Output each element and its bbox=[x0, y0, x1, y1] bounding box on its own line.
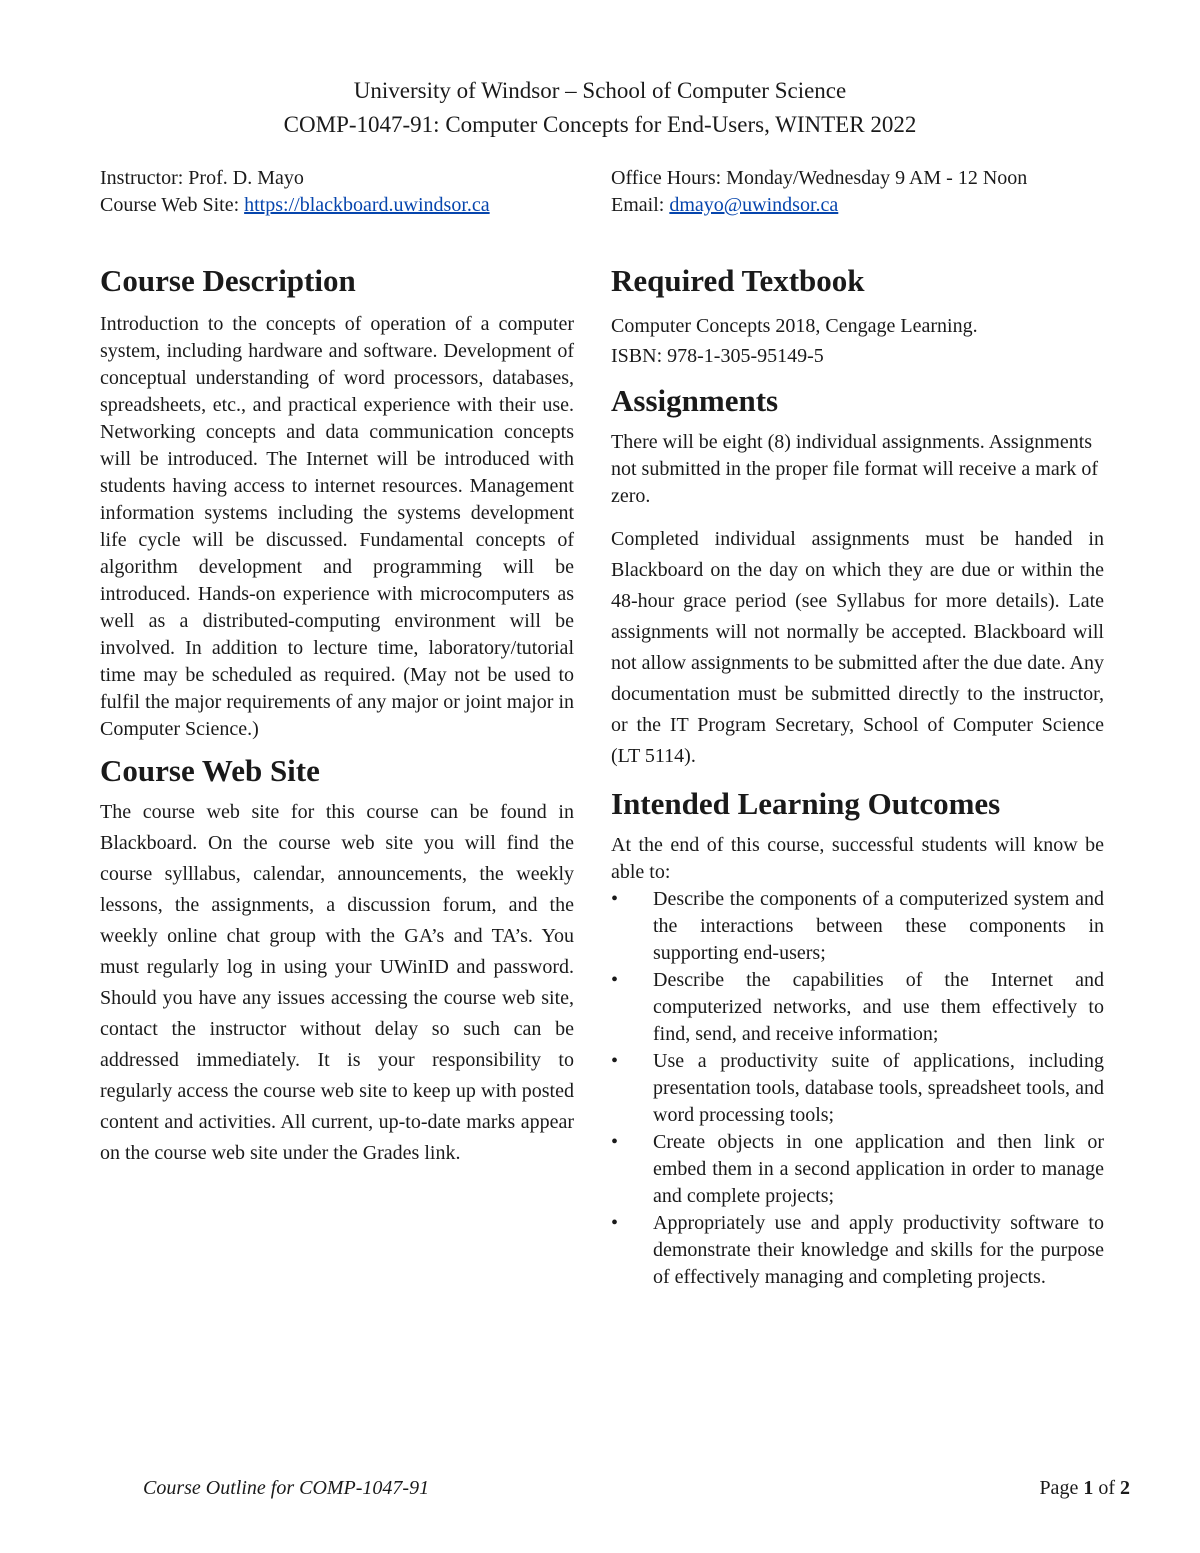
document-header bbox=[0, 74, 1200, 142]
footer-page-number bbox=[1039, 1477, 1130, 1500]
learning-outcomes-intro: At the end of this course, successful students will know be able to: bbox=[611, 834, 1104, 883]
email-link[interactable]: dmayo@uwindsor.ca bbox=[669, 194, 839, 216]
list-item bbox=[611, 967, 1104, 1048]
course-web-site-body: The course web site for this course can be found in Blackboard. On the course web site you will find the course sylllabus, calendar, announcements, the weekly lessons, the assignments, a discussion forum, and the weekly online chat group with the GA’s and TA’s. You must regularly log in using your UWinID and password. Should you have any issues accessing the course web site, contact the instructor without delay so such can be addressed immediately. It is your responsibility to regularly access the course web site to keep up with posted content and activities. All current, up-to-date marks appear on the course web site under the Grades link. bbox=[100, 801, 574, 1164]
course-description-body: Introduction to the concepts of operation of a computer system, including hardware and software. Development of conceptual understanding of word processors, databases, spreadsheets, etc., and practical experience with their use. Networking concepts and data communication concepts will be introduced. The Internet will be introduced with students having access to internet resources. Management information systems including the systems development life cycle will be discussed. Fundamental concepts of algorithm development and programming will be introduced. Hands-on experience with microcomputers as well as a distributed-computing environment will be involved. In addition to lecture time, laboratory/tutorial time may be scheduled as required. (May not be used to fulfil the major requirements of any major or joint major in Computer Science.) bbox=[100, 313, 574, 740]
list-item-text: Appropriately use and apply productivity software to demonstrate their knowledge and skills for the purpose of effectively managing and completing projects. bbox=[653, 1212, 1104, 1288]
header-institution: University of Windsor – School of Computer Science bbox=[353, 78, 847, 103]
instructor-line: Instructor: Prof. D. Mayo bbox=[100, 167, 304, 189]
bullet-icon: • bbox=[611, 1212, 619, 1234]
list-item-text: Create objects in one application and then link or embed them in a second application in order to manage and complete projects; bbox=[653, 1131, 1104, 1207]
website-link[interactable]: https://blackboard.uwindsor.ca bbox=[244, 194, 490, 216]
list-item bbox=[611, 1129, 1104, 1210]
assignments-para-1: There will be eight (8) individual assignments. Assignments not submitted in the proper file format will receive a mark of zero. bbox=[611, 431, 1099, 507]
learning-outcomes-list bbox=[611, 886, 1104, 1291]
list-item-text: Describe the components of a computerized system and the interactions between these components in supporting end-users; bbox=[653, 888, 1104, 964]
assignments-heading: Assignments bbox=[611, 383, 779, 418]
textbook-title: Computer Concepts 2018, Cengage Learning. bbox=[611, 315, 978, 337]
website-line bbox=[100, 192, 574, 219]
course-web-site-heading: Course Web Site bbox=[100, 753, 320, 788]
course-description-heading: Course Description bbox=[100, 263, 356, 298]
page-prefix: Page bbox=[1039, 1477, 1084, 1499]
list-item bbox=[611, 1048, 1104, 1129]
bullet-icon: • bbox=[611, 1050, 619, 1072]
bullet-icon: • bbox=[611, 888, 619, 910]
email-label: Email: bbox=[611, 194, 670, 216]
email-line bbox=[611, 192, 1104, 219]
left-column bbox=[100, 165, 574, 1169]
list-item-text: Describe the capabilities of the Internet and computerized networks, and use them effectively to find, send, and receive information; bbox=[653, 969, 1104, 1045]
footer-course-outline: Course Outline for COMP-1047-91 bbox=[143, 1477, 430, 1499]
list-item bbox=[611, 886, 1104, 967]
page-mid: of bbox=[1093, 1477, 1120, 1499]
website-label: Course Web Site: bbox=[100, 194, 245, 216]
textbook-isbn: ISBN: 978-1-305-95149-5 bbox=[611, 345, 824, 367]
header-course-title: COMP-1047-91: Computer Concepts for End-Users, WINTER 2022 bbox=[283, 112, 917, 137]
office-hours-line: Office Hours: Monday/Wednesday 9 AM - 12 Noon bbox=[611, 167, 1028, 189]
bullet-icon: • bbox=[611, 969, 619, 991]
assignments-para-2: Completed individual assignments must be handed in Blackboard on the day on which they are due or within the 48-hour grace period (see Syllabus for more details). Late assignments will not normally be accepted. Blackboard will not allow assignments to be submitted after the due date. Any documentation must be submitted directly to the instructor, or the IT Program Secretary, School of Computer Science (LT 5114). bbox=[611, 528, 1104, 767]
bullet-icon: • bbox=[611, 1131, 619, 1153]
right-column bbox=[611, 165, 1104, 1291]
list-item bbox=[611, 1210, 1104, 1291]
page-current: 1 bbox=[1083, 1477, 1094, 1499]
page-total: 2 bbox=[1120, 1477, 1130, 1499]
required-textbook-heading: Required Textbook bbox=[611, 263, 865, 298]
list-item-text: Use a productivity suite of applications, including presentation tools, database tools, spreadsheet tools, and word processing tools; bbox=[653, 1050, 1104, 1126]
learning-outcomes-heading: Intended Learning Outcomes bbox=[611, 786, 1001, 821]
